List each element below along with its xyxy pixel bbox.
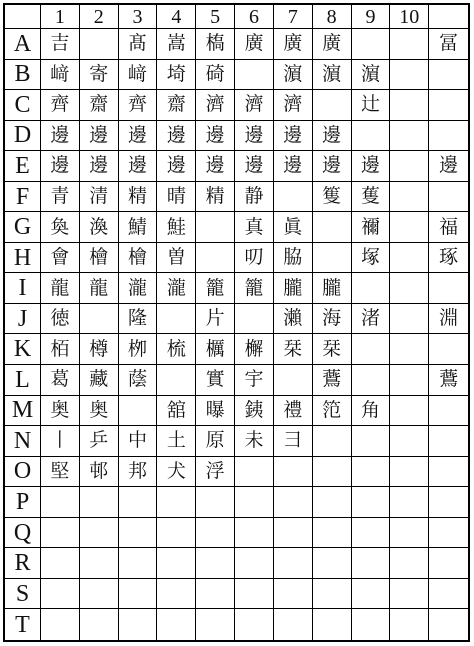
row-label-q: Q (5, 518, 41, 549)
row-label-e: E (5, 151, 41, 182)
grid-cell-s-2 (80, 579, 119, 610)
grid-cell-h-8 (313, 243, 352, 274)
grid-cell-k-3: 栁 (119, 334, 158, 365)
grid-cell-c-2: 齋 (80, 90, 119, 121)
grid-cell-k-8: 栞 (313, 334, 352, 365)
grid-cell-r-1 (41, 548, 80, 579)
column-header-5: 5 (196, 5, 235, 29)
column-header-3: 3 (119, 5, 158, 29)
grid-cell-s-3 (119, 579, 158, 610)
grid-cell-o-4: 犬 (157, 457, 196, 488)
grid-cell-i-4: 瀧 (157, 273, 196, 304)
grid-cell-n-4: 土 (157, 426, 196, 457)
row-label-p: P (5, 487, 41, 518)
grid-cell-f-7 (274, 182, 313, 213)
grid-cell-m-5: 曝 (196, 396, 235, 427)
grid-cell-e-7: 邊 (274, 151, 313, 182)
grid-cell-c-4: 齋 (157, 90, 196, 121)
grid-cell-m-8: 笵 (313, 396, 352, 427)
grid-cell-q-7 (274, 518, 313, 549)
grid-cell-o-2: 邨 (80, 457, 119, 488)
grid-cell-g-2: 渙 (80, 212, 119, 243)
grid-cell-n-2: 乒 (80, 426, 119, 457)
grid-cell-n-7: 彐 (274, 426, 313, 457)
column-header-8: 8 (313, 5, 352, 29)
grid-cell-g-11: 福 (429, 212, 468, 243)
grid-cell-c-9: 辻 (352, 90, 391, 121)
grid-cell-d-5: 邊 (196, 121, 235, 152)
grid-cell-b-8: 濵 (313, 60, 352, 91)
grid-cell-g-8 (313, 212, 352, 243)
grid-cell-o-3: 邦 (119, 457, 158, 488)
grid-cell-k-7: 栞 (274, 334, 313, 365)
grid-cell-d-1: 邊 (41, 121, 80, 152)
grid-cell-j-6 (235, 304, 274, 335)
grid-cell-a-6: 廣 (235, 29, 274, 60)
grid-cell-k-1: 栢 (41, 334, 80, 365)
grid-cell-p-9 (352, 487, 391, 518)
grid-cell-p-4 (157, 487, 196, 518)
grid-cell-g-4: 鮭 (157, 212, 196, 243)
grid-cell-f-2: 清 (80, 182, 119, 213)
grid-cell-t-2 (80, 609, 119, 640)
grid-cell-h-7: 脇 (274, 243, 313, 274)
grid-cell-a-1: 吉 (41, 29, 80, 60)
grid-cell-g-5 (196, 212, 235, 243)
grid-cell-k-2: 樽 (80, 334, 119, 365)
grid-cell-t-1 (41, 609, 80, 640)
grid-cell-g-6: 真 (235, 212, 274, 243)
grid-cell-f-4: 晴 (157, 182, 196, 213)
grid-cell-j-9: 渚 (352, 304, 391, 335)
grid-cell-o-5: 浮 (196, 457, 235, 488)
grid-cell-m-6: 銕 (235, 396, 274, 427)
grid-cell-e-5: 邊 (196, 151, 235, 182)
grid-cell-n-6: 未 (235, 426, 274, 457)
grid-cell-f-5: 精 (196, 182, 235, 213)
grid-cell-o-7 (274, 457, 313, 488)
grid-cell-q-3 (119, 518, 158, 549)
grid-cell-p-1 (41, 487, 80, 518)
grid-cell-o-9 (352, 457, 391, 488)
grid-cell-n-9 (352, 426, 391, 457)
grid-cell-a-3: 髙 (119, 29, 158, 60)
grid-cell-i-1: 龍 (41, 273, 80, 304)
grid-cell-t-8 (313, 609, 352, 640)
grid-cell-n-10 (390, 426, 429, 457)
row-label-k: K (5, 334, 41, 365)
grid-cell-l-4 (157, 365, 196, 396)
grid-cell-a-5: 槗 (196, 29, 235, 60)
grid-cell-j-1: 徳 (41, 304, 80, 335)
grid-cell-e-1: 邊 (41, 151, 80, 182)
grid-cell-a-4: 嵩 (157, 29, 196, 60)
grid-cell-d-8: 邊 (313, 121, 352, 152)
row-label-c: C (5, 90, 41, 121)
grid-cell-h-6: 叨 (235, 243, 274, 274)
grid-cell-a-11: 冨 (429, 29, 468, 60)
grid-cell-l-1: 葛 (41, 365, 80, 396)
grid-cell-p-6 (235, 487, 274, 518)
grid-cell-q-9 (352, 518, 391, 549)
grid-cell-i-2: 龍 (80, 273, 119, 304)
grid-cell-h-9: 塚 (352, 243, 391, 274)
grid-cell-q-4 (157, 518, 196, 549)
row-label-l: L (5, 365, 41, 396)
grid-cell-n-3: 中 (119, 426, 158, 457)
column-header-10: 10 (390, 5, 429, 29)
grid-cell-h-2: 檜 (80, 243, 119, 274)
grid-cell-q-5 (196, 518, 235, 549)
grid-cell-j-11: 淵 (429, 304, 468, 335)
row-label-m: M (5, 396, 41, 427)
grid-cell-k-5: 櫔 (196, 334, 235, 365)
grid-cell-h-4: 曽 (157, 243, 196, 274)
grid-cell-t-6 (235, 609, 274, 640)
grid-cell-t-5 (196, 609, 235, 640)
grid-cell-e-10 (390, 151, 429, 182)
grid-cell-i-11 (429, 273, 468, 304)
grid-cell-e-2: 邊 (80, 151, 119, 182)
grid-cell-d-10 (390, 121, 429, 152)
grid-cell-r-7 (274, 548, 313, 579)
grid-cell-s-4 (157, 579, 196, 610)
grid-cell-t-7 (274, 609, 313, 640)
grid-cell-l-2: 藏 (80, 365, 119, 396)
grid-cell-e-3: 邊 (119, 151, 158, 182)
grid-cell-q-11 (429, 518, 468, 549)
grid-cell-p-2 (80, 487, 119, 518)
grid-cell-c-6: 濟 (235, 90, 274, 121)
grid-cell-l-3: 蔭 (119, 365, 158, 396)
grid-cell-g-9: 禰 (352, 212, 391, 243)
grid-cell-l-8: 鷰 (313, 365, 352, 396)
column-header-11 (429, 5, 468, 29)
character-grid (3, 3, 470, 642)
row-label-i: I (5, 273, 41, 304)
grid-cell-e-8: 邊 (313, 151, 352, 182)
grid-cell-s-10 (390, 579, 429, 610)
grid-cell-b-6 (235, 60, 274, 91)
column-header-1: 1 (41, 5, 80, 29)
grid-cell-e-4: 邊 (157, 151, 196, 182)
grid-cell-a-8: 廣 (313, 29, 352, 60)
grid-cell-m-9: 角 (352, 396, 391, 427)
row-label-r: R (5, 548, 41, 579)
grid-cell-l-6: 宇 (235, 365, 274, 396)
grid-cell-k-4: 梳 (157, 334, 196, 365)
grid-cell-j-8: 海 (313, 304, 352, 335)
grid-cell-o-8 (313, 457, 352, 488)
row-label-b: B (5, 60, 41, 91)
row-label-d: D (5, 121, 41, 152)
grid-cell-s-9 (352, 579, 391, 610)
grid-cell-f-1: 青 (41, 182, 80, 213)
grid-cell-q-2 (80, 518, 119, 549)
grid-cell-s-11 (429, 579, 468, 610)
grid-cell-r-5 (196, 548, 235, 579)
grid-cell-o-6 (235, 457, 274, 488)
grid-cell-q-1 (41, 518, 80, 549)
grid-cell-b-1: 﨑 (41, 60, 80, 91)
grid-cell-k-11 (429, 334, 468, 365)
grid-cell-r-11 (429, 548, 468, 579)
grid-cell-c-1: 齊 (41, 90, 80, 121)
grid-cell-l-9 (352, 365, 391, 396)
grid-cell-f-3: 精 (119, 182, 158, 213)
column-header-9: 9 (352, 5, 391, 29)
grid-cell-d-11 (429, 121, 468, 152)
grid-cell-g-7: 眞 (274, 212, 313, 243)
grid-cell-l-11: 鷰 (429, 365, 468, 396)
row-label-j: J (5, 304, 41, 335)
grid-cell-d-2: 邊 (80, 121, 119, 152)
grid-cell-n-11 (429, 426, 468, 457)
grid-cell-r-3 (119, 548, 158, 579)
grid-cell-k-6: 檞 (235, 334, 274, 365)
grid-cell-e-11: 邊 (429, 151, 468, 182)
grid-cell-j-7: 瀨 (274, 304, 313, 335)
grid-cell-r-8 (313, 548, 352, 579)
grid-cell-c-7: 濟 (274, 90, 313, 121)
grid-cell-i-6: 籠 (235, 273, 274, 304)
row-label-f: F (5, 182, 41, 213)
grid-cell-i-9 (352, 273, 391, 304)
grid-cell-i-8: 朧 (313, 273, 352, 304)
row-label-n: N (5, 426, 41, 457)
grid-cell-h-10 (390, 243, 429, 274)
row-label-o: O (5, 457, 41, 488)
grid-cell-s-7 (274, 579, 313, 610)
grid-cell-s-8 (313, 579, 352, 610)
row-label-h: H (5, 243, 41, 274)
grid-cell-p-10 (390, 487, 429, 518)
grid-cell-a-10 (390, 29, 429, 60)
grid-cell-p-7 (274, 487, 313, 518)
grid-cell-c-8 (313, 90, 352, 121)
grid-cell-m-1: 奥 (41, 396, 80, 427)
grid-cell-c-5: 濟 (196, 90, 235, 121)
grid-cell-k-10 (390, 334, 429, 365)
grid-cell-f-9: 蒦 (352, 182, 391, 213)
grid-cell-t-3 (119, 609, 158, 640)
grid-cell-o-11 (429, 457, 468, 488)
grid-cell-j-2 (80, 304, 119, 335)
grid-cell-f-8: 篗 (313, 182, 352, 213)
grid-cell-r-4 (157, 548, 196, 579)
grid-cell-s-1 (41, 579, 80, 610)
grid-cell-c-11 (429, 90, 468, 121)
grid-cell-r-2 (80, 548, 119, 579)
grid-cell-m-7: 禮 (274, 396, 313, 427)
grid-cell-f-10 (390, 182, 429, 213)
grid-cell-b-9: 濵 (352, 60, 391, 91)
grid-cell-b-5: 碕 (196, 60, 235, 91)
grid-cell-h-11: 琢 (429, 243, 468, 274)
grid-cell-a-9 (352, 29, 391, 60)
grid-cell-f-6: 静 (235, 182, 274, 213)
grid-cell-p-8 (313, 487, 352, 518)
grid-cell-j-10 (390, 304, 429, 335)
grid-cell-j-5: 片 (196, 304, 235, 335)
grid-cell-p-3 (119, 487, 158, 518)
grid-cell-l-7 (274, 365, 313, 396)
grid-cell-c-3: 齊 (119, 90, 158, 121)
grid-cell-i-3: 瀧 (119, 273, 158, 304)
grid-cell-f-11 (429, 182, 468, 213)
grid-cell-m-4: 舘 (157, 396, 196, 427)
column-header-6: 6 (235, 5, 274, 29)
grid-cell-b-3: 﨑 (119, 60, 158, 91)
grid-cell-l-5: 實 (196, 365, 235, 396)
column-header-7: 7 (274, 5, 313, 29)
grid-cell-d-7: 邊 (274, 121, 313, 152)
grid-cell-g-10 (390, 212, 429, 243)
grid-cell-o-10 (390, 457, 429, 488)
grid-cell-d-9 (352, 121, 391, 152)
row-label-t: T (5, 609, 41, 640)
grid-cell-i-7: 朧 (274, 273, 313, 304)
grid-cell-b-2: 寄 (80, 60, 119, 91)
grid-cell-i-5: 籠 (196, 273, 235, 304)
grid-cell-q-8 (313, 518, 352, 549)
grid-cell-b-11 (429, 60, 468, 91)
grid-cell-m-2: 奥 (80, 396, 119, 427)
grid-cell-m-11 (429, 396, 468, 427)
grid-cell-j-4 (157, 304, 196, 335)
grid-cell-k-9 (352, 334, 391, 365)
row-label-a: A (5, 29, 41, 60)
row-label-g: G (5, 212, 41, 243)
corner-cell (5, 5, 41, 29)
grid-cell-r-10 (390, 548, 429, 579)
grid-cell-m-10 (390, 396, 429, 427)
grid-cell-t-9 (352, 609, 391, 640)
grid-cell-t-11 (429, 609, 468, 640)
column-header-2: 2 (80, 5, 119, 29)
grid-cell-b-7: 濵 (274, 60, 313, 91)
grid-cell-q-10 (390, 518, 429, 549)
grid-cell-a-2 (80, 29, 119, 60)
grid-cell-d-6: 邊 (235, 121, 274, 152)
grid-cell-n-8 (313, 426, 352, 457)
grid-cell-h-1: 會 (41, 243, 80, 274)
grid-cell-d-3: 邊 (119, 121, 158, 152)
grid-cell-r-9 (352, 548, 391, 579)
grid-cell-e-6: 邊 (235, 151, 274, 182)
grid-cell-g-3: 鯖 (119, 212, 158, 243)
grid-cell-b-4: 埼 (157, 60, 196, 91)
grid-cell-r-6 (235, 548, 274, 579)
grid-cell-t-10 (390, 609, 429, 640)
column-header-4: 4 (157, 5, 196, 29)
grid-cell-s-5 (196, 579, 235, 610)
grid-cell-e-9: 邊 (352, 151, 391, 182)
grid-cell-b-10 (390, 60, 429, 91)
grid-cell-j-3: 隆 (119, 304, 158, 335)
grid-cell-a-7: 廣 (274, 29, 313, 60)
grid-cell-h-3: 檜 (119, 243, 158, 274)
grid-cell-l-10 (390, 365, 429, 396)
grid-cell-p-5 (196, 487, 235, 518)
grid-cell-p-11 (429, 487, 468, 518)
grid-cell-n-5: 原 (196, 426, 235, 457)
grid-cell-q-6 (235, 518, 274, 549)
grid-cell-c-10 (390, 90, 429, 121)
grid-cell-h-5 (196, 243, 235, 274)
grid-cell-s-6 (235, 579, 274, 610)
grid-cell-g-1: 奐 (41, 212, 80, 243)
row-label-s: S (5, 579, 41, 610)
grid-cell-o-1: 堅 (41, 457, 80, 488)
grid-cell-t-4 (157, 609, 196, 640)
grid-cell-n-1: 丨 (41, 426, 80, 457)
grid-cell-d-4: 邊 (157, 121, 196, 152)
grid-cell-m-3 (119, 396, 158, 427)
grid-cell-i-10 (390, 273, 429, 304)
